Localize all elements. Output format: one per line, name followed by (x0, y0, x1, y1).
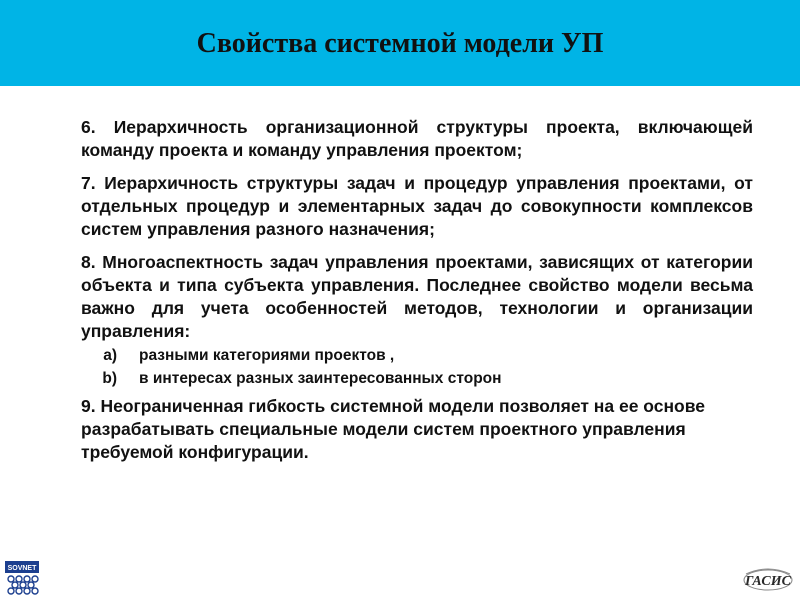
svg-text:ГАСИС: ГАСИС (745, 574, 791, 589)
gasis-logo (742, 566, 794, 592)
sub-item-text: разными категориями проектов , (139, 347, 395, 364)
sub-item-a (81, 345, 753, 366)
list-item-6: 6. Иерархичность организационной структуры проекта, включающей команду проекта и команду управления проектом; (81, 117, 753, 160)
slide-title: Свойства системной модели УП (196, 28, 604, 59)
sub-item-text: в интересах разных заинтересованных сторон (139, 370, 502, 387)
slide-body (81, 116, 753, 464)
list-item-9: 9. Неограниченная гибкость системной модели позволяет на ее основе разрабатывать специальные модели систем проектного управления требуемой конфигурации. (81, 396, 706, 462)
sovnet-logo (5, 561, 39, 597)
title-bar (0, 0, 800, 86)
list-item-8: 8. Многоаспектность задач управления проектами, зависящих от категории объекта и типа субъекта управления. Последнее свойство модели весьма важно для учета особенностей методов, технологии и организации управления: (81, 252, 753, 341)
sub-item-b (81, 368, 753, 389)
list-item-7: 7. Иерархичность структуры задач и процедур управления проектами, от отдельных процедур и элементарных задач до совокупности комплексов систем управления разного назначения; (81, 173, 753, 239)
sub-item-marker: a) (103, 347, 117, 364)
sub-item-marker: b) (102, 370, 117, 387)
svg-text:SOVNET: SOVNET (7, 565, 37, 572)
